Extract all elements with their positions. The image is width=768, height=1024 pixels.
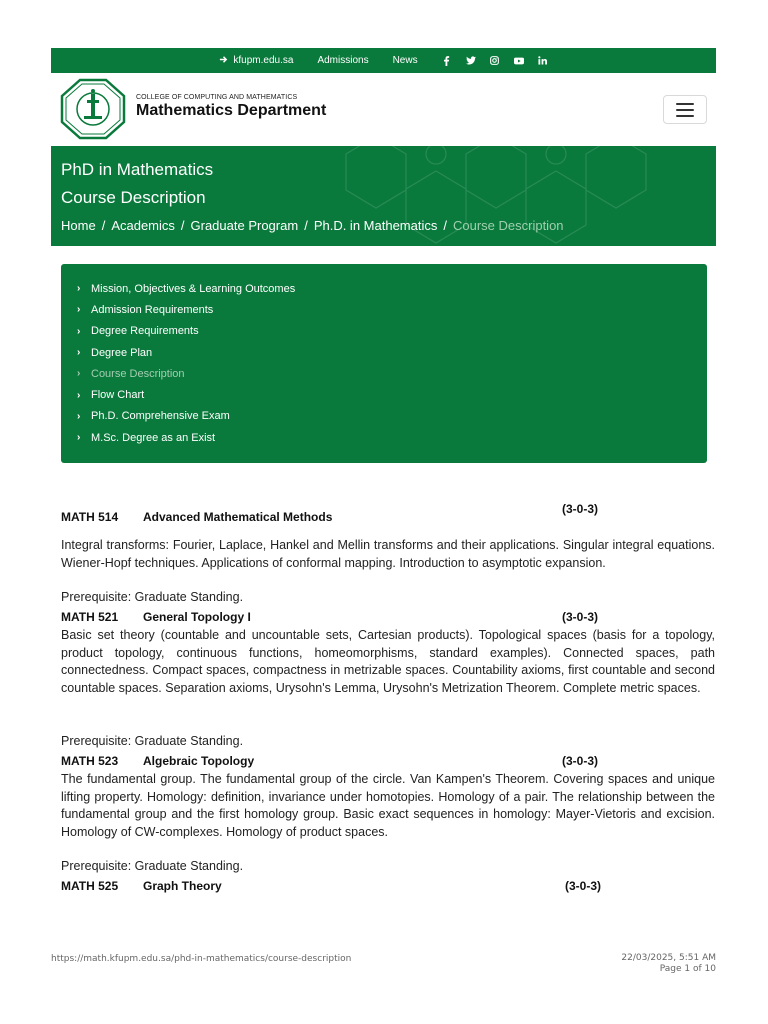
subnav-item-msc-exit[interactable]: › M.Sc. Degree as an Exist <box>77 431 216 444</box>
course-description: The fundamental group. The fundamental group of the circle. Van Kampen's Theorem. Covering spaces and unique lifting property. Homology: definition, invariance under homotopies. Homology of a pair. The relationship between the fundamental group and the first homology group. Basic exact sequences in homology: Mayer-Vietoris and excision. Homology of CW-complexes. Homology of product spaces. <box>61 772 715 839</box>
course-name: Graph Theory <box>143 879 222 893</box>
course-name: General Topology I <box>143 610 251 624</box>
university-logo[interactable] <box>60 78 126 140</box>
department-name[interactable]: Mathematics Department <box>136 102 327 119</box>
subnav-item-course-description[interactable]: › Course Description <box>77 367 185 380</box>
kfupm-site-link[interactable]: kfupm.edu.sa <box>219 55 293 67</box>
chevron-right-icon: › <box>77 432 81 444</box>
course-code: MATH 514 <box>61 510 119 524</box>
course-prerequisite: Prerequisite: Graduate Standing. <box>61 859 244 873</box>
page-number: Page 1 of 10 <box>659 964 716 974</box>
course-heading <box>61 510 715 528</box>
course-code: MATH 521 <box>61 610 119 624</box>
facebook-icon[interactable] <box>442 56 452 66</box>
chevron-right-icon: › <box>77 304 81 316</box>
course-description: Integral transforms: Fourier, Laplace, Hankel and Mellin transforms and their applications. Singular integral equations. Wiener-Hopf techniques. Applications of conformal mapping. Introduction to asymptotic expansion. <box>61 538 715 570</box>
course-credits: (3-0-3) <box>562 502 599 516</box>
page-hero <box>51 146 716 246</box>
course-credits: (3-0-3) <box>562 610 599 624</box>
chevron-right-icon: › <box>77 347 81 359</box>
course-name: Algebraic Topology <box>143 754 255 768</box>
course-heading <box>61 610 715 628</box>
site-header <box>51 73 716 146</box>
course-code: MATH 525 <box>61 879 119 893</box>
admissions-link[interactable]: Admissions <box>317 55 369 66</box>
linkedin-icon[interactable] <box>538 56 548 66</box>
chevron-right-icon: › <box>77 410 81 422</box>
breadcrumb-phd-mathematics[interactable]: Ph.D. in Mathematics <box>313 218 438 233</box>
chevron-right-icon: › <box>77 283 81 295</box>
top-bar <box>51 48 716 73</box>
breadcrumb-graduate-program[interactable]: Graduate Program <box>190 218 299 233</box>
subnav-item-flow-chart[interactable]: › Flow Chart <box>77 389 145 402</box>
section-nav <box>61 264 707 463</box>
subnav-item-admission[interactable]: › Admission Requirements <box>77 303 214 316</box>
course-prerequisite: Prerequisite: Graduate Standing. <box>61 734 244 748</box>
course-name: Advanced Mathematical Methods <box>143 510 333 524</box>
subnav-item-comprehensive-exam[interactable]: › Ph.D. Comprehensive Exam <box>77 410 230 423</box>
twitter-icon[interactable] <box>466 56 476 66</box>
print-datetime: 22/03/2025, 5:51 AM <box>621 953 716 963</box>
breadcrumb-current: Course Description <box>452 218 564 233</box>
chevron-right-icon: › <box>77 389 81 401</box>
page-title: PhD in Mathematics <box>61 160 214 179</box>
chevron-right-icon: › <box>77 325 81 337</box>
breadcrumb-academics[interactable]: Academics <box>111 218 175 233</box>
page-url: https://math.kfupm.edu.sa/phd-in-mathematics/course-description <box>51 954 352 964</box>
subnav-item-degree-requirements[interactable]: › Degree Requirements <box>77 325 199 338</box>
college-name: COLLEGE OF COMPUTING AND MATHEMATICS <box>136 94 298 101</box>
breadcrumb-home[interactable]: Home <box>61 218 96 233</box>
page-subtitle: Course Description <box>61 188 206 207</box>
course-heading <box>61 754 715 772</box>
arrow-right-icon <box>219 55 228 67</box>
menu-icon <box>676 103 694 105</box>
course-code: MATH 523 <box>61 754 119 768</box>
course-credits: (3-0-3) <box>562 754 599 768</box>
subnav-item-mission[interactable]: › Mission, Objectives & Learning Outcomes <box>77 282 296 295</box>
course-credits: (3-0-3) <box>565 879 602 893</box>
course-heading <box>61 879 715 897</box>
youtube-icon[interactable] <box>514 56 524 66</box>
breadcrumb: Home / Academics / Graduate Program / Ph.D. in Mathematics / Course Description <box>61 218 564 233</box>
course-prerequisite: Prerequisite: Graduate Standing. <box>61 590 244 604</box>
hamburger-menu-button[interactable] <box>663 95 707 124</box>
course-description: Basic set theory (countable and uncountable sets, Cartesian products). Topological spaces (basis for a topology, product topology, continuous functions, homeomorphisms, standard examples). Connected spaces, path connectedness. Compact spaces, compactness in metrizable spaces. Countability axioms, first countable and second countable spaces. Separation axioms, Urysohn's Lemma, Urysohn's Metrization Theorem. Complete metric spaces. <box>61 628 715 695</box>
news-link[interactable]: News <box>392 55 418 66</box>
chevron-right-icon: › <box>77 368 81 380</box>
subnav-item-degree-plan[interactable]: › Degree Plan <box>77 346 153 359</box>
instagram-icon[interactable] <box>490 56 500 66</box>
